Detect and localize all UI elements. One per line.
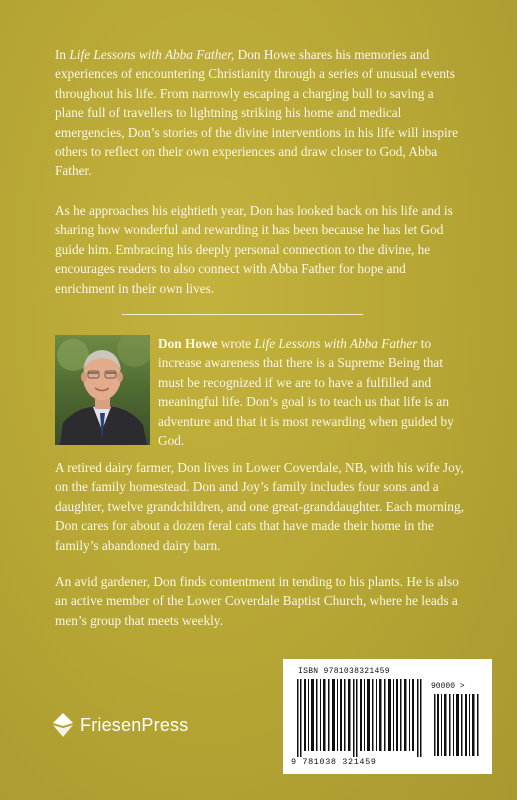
publisher-logo <box>52 710 188 740</box>
isbn-barcode <box>283 659 492 774</box>
isbn-label: ISBN 9781038321459 <box>298 667 390 676</box>
price-code: 90000 > <box>431 682 465 691</box>
intro-paragraph <box>55 45 465 181</box>
author-bio <box>158 334 464 450</box>
family-paragraph: A retired dairy farmer, Don lives in Lower Coverdale, NB, with his wife Joy, on the family homestead. Don and Joy’s family includes four sons and a daughter, twelve grandchildren, and one great-granddaughter. Each morning, Don cares for about a dozen feral cats that have made their home in the family’s abandoned dairy barn. <box>55 460 464 553</box>
intro-text: Don Howe shares his memories and experiences of encountering Christianity through a series of unusual events throughout his life. From narrowly escaping a charging bull to saving a plane full of travellers to lightning striking his home and medical emergencies, Don’s stories of the divine interventions in his life will inspire others to reflect on their own experiences and draw closer to God, Abba Father. <box>55 47 459 179</box>
intro-book-title: Life Lessons with Abba Father, <box>69 47 235 62</box>
author-portrait <box>55 335 150 445</box>
intro-prefix: In <box>55 47 70 62</box>
bio-wrote: wrote <box>217 336 255 351</box>
section-divider <box>122 314 363 315</box>
bio-book-title: Life Lessons with Abba Father <box>254 336 418 351</box>
gardener-paragraph: An avid gardener, Don finds contentment in tending to his plants. He is also an active member of the Lower Coverdale Baptist Church, where he leads a men’s group that meets weekly. <box>55 574 459 628</box>
bio-text: to increase awareness that there is a Supreme Being that must be recognized if we are to have a fulfilled and meaningful life. Don’s goal is to teach us that life is an adventure and that it is most rewarding when guided by God. <box>158 336 454 449</box>
barcode-digits: 9 781038 321459 <box>291 757 377 767</box>
second-paragraph: As he approaches his eightieth year, Don has looked back on his life and is sharing how wonderful and rewarding it has been because he has let God guide him. Embracing his deeply personal connection to the divine, he encourages readers to also connect with Abba Father for hope and enrichment in their own lives. <box>55 203 453 296</box>
publisher-name: FriesenPress <box>80 714 189 735</box>
price-addon-bars <box>433 694 481 756</box>
author-name: Don Howe <box>158 336 218 351</box>
friesenpress-logo-icon <box>52 712 74 738</box>
barcode-bars <box>295 679 425 757</box>
